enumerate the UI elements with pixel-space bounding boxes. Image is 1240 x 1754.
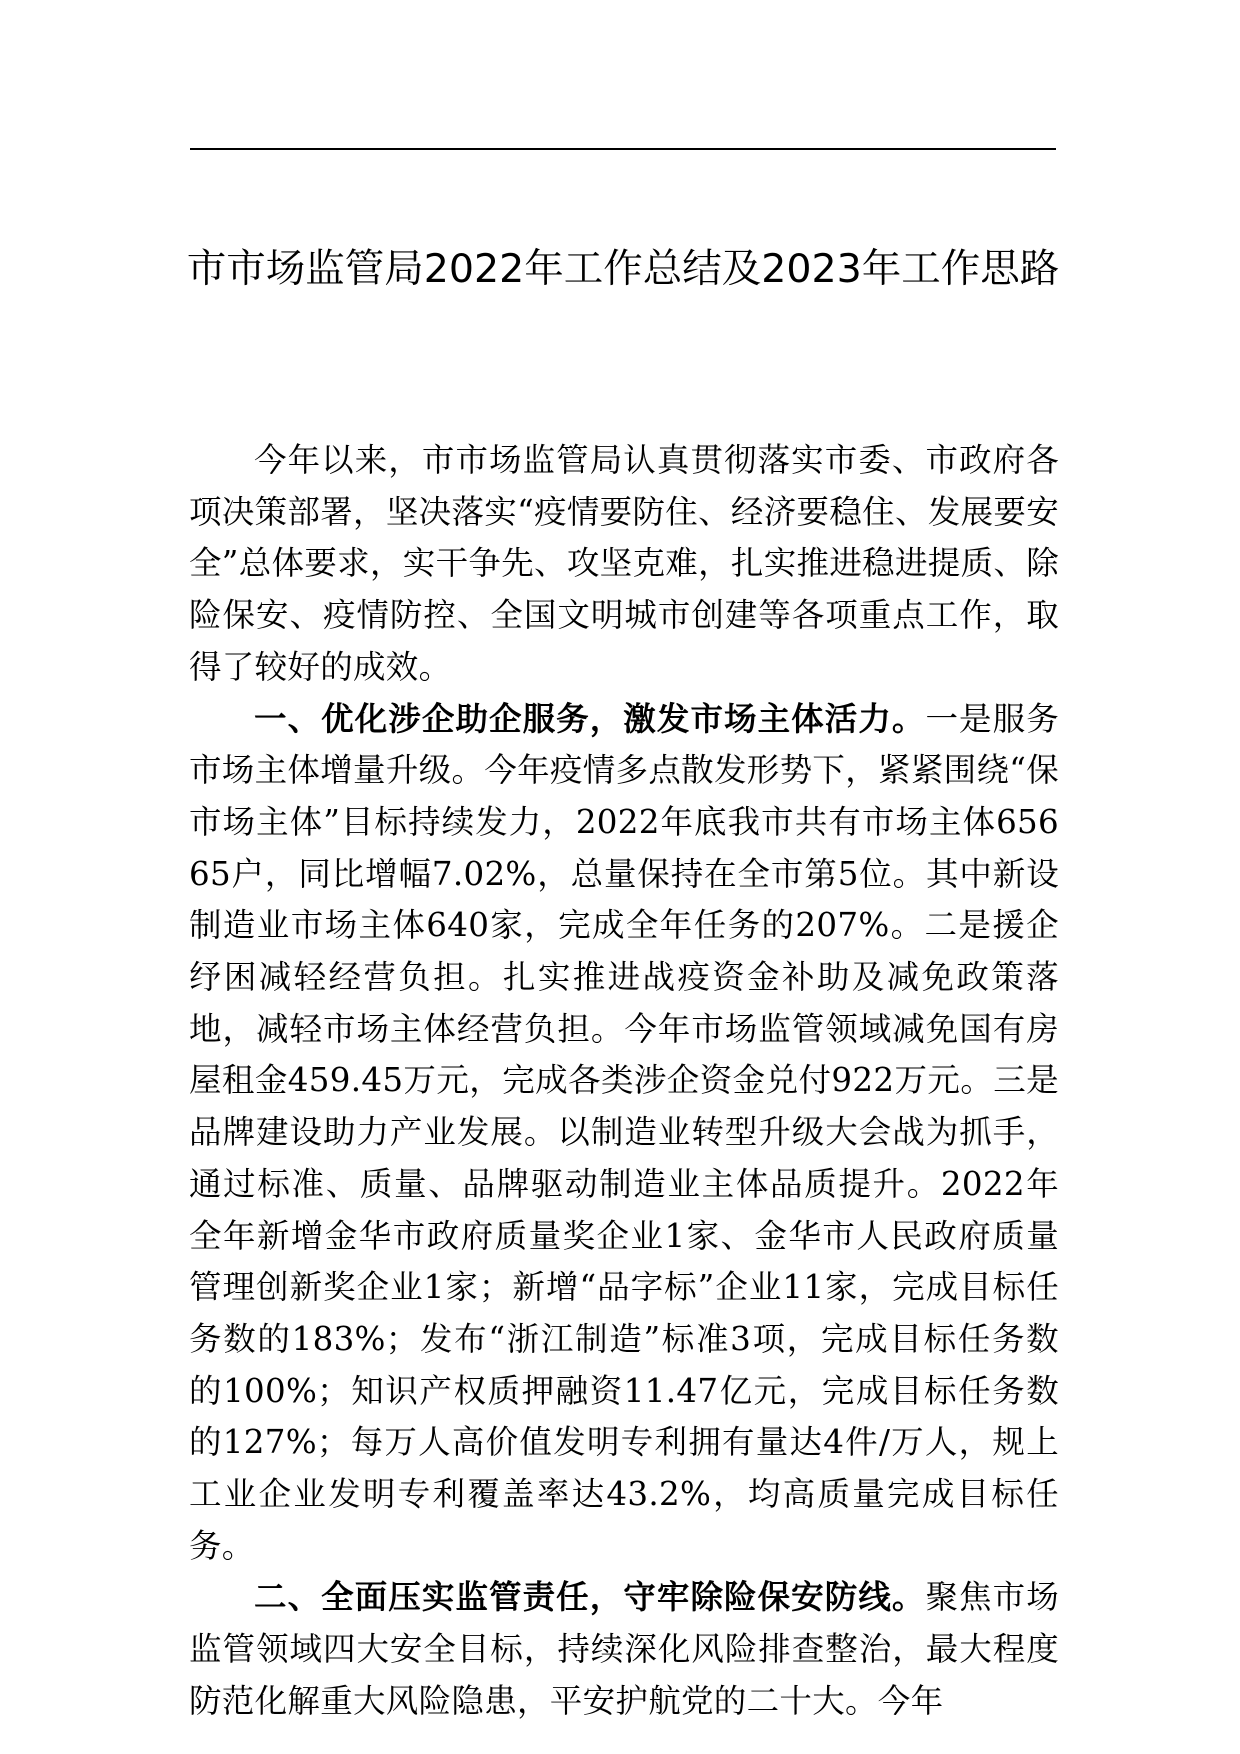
paragraph-text: 聚焦市场监管领域四大安全目标，持续深化风险排查整治，最大程度防范化解重大风险隐患，平安护航党的二十大。今年 bbox=[189, 1578, 1059, 1720]
section-two-paragraph bbox=[189, 1572, 1059, 1727]
section-one-heading: 一、优化涉企助企服务，激发市场主体活力。 bbox=[254, 699, 926, 738]
paragraph-text: 今年以来，市市场监管局认真贯彻落实市委、市政府各项决策部署，坚决落实“疫情要防住、经济要稳住、发展要安全”总体要求，实干争先、攻坚克难，扎实推进稳进提质、除险保安、疫情防控、全国文明城市创建等各项重点工作，取得了较好的成效。 bbox=[189, 441, 1059, 686]
document-body bbox=[189, 435, 1059, 1728]
document-title: 市市场监管局2022年工作总结及2023年工作思路 bbox=[186, 246, 1060, 292]
section-two-heading: 二、全面压实监管责任，守牢除险保安防线。 bbox=[254, 1578, 926, 1617]
intro-paragraph bbox=[189, 435, 1059, 694]
header-rule bbox=[190, 148, 1056, 150]
paragraph-text: 一是服务市场主体增量升级。今年疫情多点散发形势下，紧紧围绕“保市场主体”目标持续发力，2022年底我市共有市场主体65665户，同比增幅7.02%，总量保持在全市第5位。其中新设制造业市场主体640家，完成全年任务的207%。二是援企纾困减轻经营负担。扎实推进战疫资金补助及减免政策落地，减轻市场主体经营负担。今年市场监管领域减免国有房屋租金459.45万元，完成各类涉企资金兑付922万元。三是品牌建设助力产业发展。以制造业转型升级大会战为抓手，通过标准、质量、品牌驱动制造业主体品质提升。2022年全年新增金华市政府质量奖企业1家、金华市人民政府质量管理创新奖企业1家；新增“品字标”企业11家，完成目标任务数的183%；发布“浙江制造”标准3项，完成目标任务数的100%；知识产权质押融资11.47亿元，完成目标任务数的127%；每万人高价值发明专利拥有量达4件/万人，规上工业企业发明专利覆盖率达43.2%，均高质量完成目标任务。 bbox=[189, 699, 1059, 1565]
section-one-paragraph bbox=[189, 694, 1059, 1573]
